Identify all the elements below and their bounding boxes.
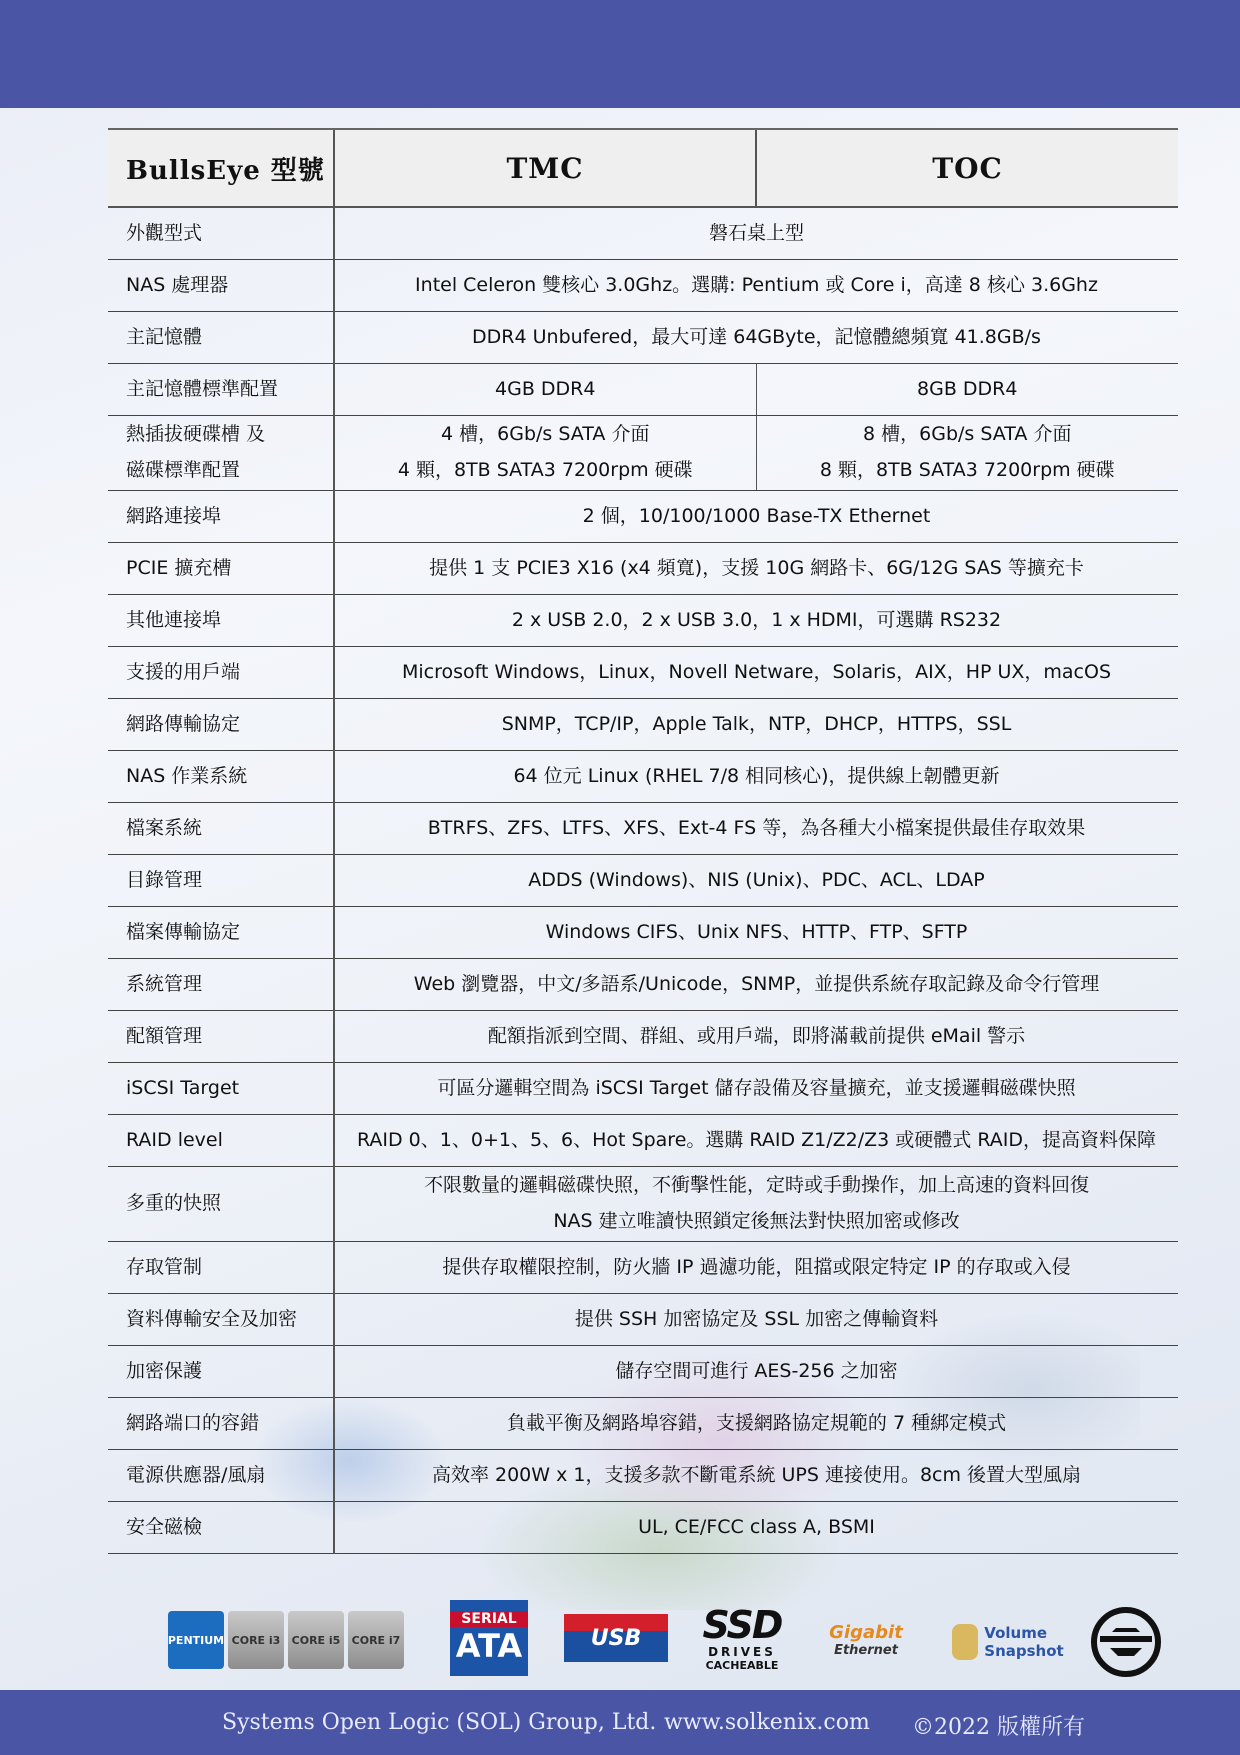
row-label: 系統管理 bbox=[108, 959, 334, 1011]
volume-snapshot-logo bbox=[948, 1618, 1068, 1666]
row-label: 主記憶體 bbox=[108, 312, 334, 364]
row-value: UL, CE/FCC class A, BSMI bbox=[334, 1502, 1178, 1554]
row-value: ADDS (Windows)、NIS (Unix)、PDC、ACL、LDAP bbox=[334, 855, 1178, 907]
row-label: PCIE 擴充槽 bbox=[108, 543, 334, 595]
serial-ata-main: ATA bbox=[455, 1627, 523, 1665]
row-label: NAS 作業系統 bbox=[108, 751, 334, 803]
row-label-line1: 熱插拔硬碟槽 及 bbox=[126, 423, 266, 446]
toc-value: 8GB DDR4 bbox=[756, 364, 1178, 416]
table-row bbox=[108, 1346, 1178, 1398]
row-label: 網路傳輸協定 bbox=[108, 699, 334, 751]
row-label: 主記憶體標準配置 bbox=[108, 364, 334, 416]
row-label: RAID level bbox=[108, 1115, 334, 1167]
table-row bbox=[108, 595, 1178, 647]
certification-emblem-icon bbox=[1090, 1606, 1162, 1678]
intel-processor-logos bbox=[166, 1610, 406, 1670]
table-row bbox=[108, 1502, 1178, 1554]
snapshot-line2: Snapshot bbox=[984, 1642, 1064, 1660]
gigabit-ethernet-logo bbox=[816, 1614, 916, 1666]
spec-table bbox=[108, 128, 1178, 1554]
snapshot-text bbox=[984, 1624, 1063, 1660]
table-row bbox=[108, 543, 1178, 595]
row-label-line2: 磁碟標準配置 bbox=[126, 459, 241, 481]
row-label: 支援的用戶端 bbox=[108, 647, 334, 699]
spec-header-row bbox=[108, 129, 1178, 207]
row-value: 儲存空間可進行 AES-256 之加密 bbox=[334, 1346, 1178, 1398]
row-label: 網路連接埠 bbox=[108, 491, 334, 543]
snapshot-line1: Volume bbox=[984, 1624, 1047, 1642]
row-value: 64 位元 Linux (RHEL 7/8 相同核心)，提供線上韌體更新 bbox=[334, 751, 1178, 803]
row-label: 檔案傳輸協定 bbox=[108, 907, 334, 959]
row-label: 加密保護 bbox=[108, 1346, 334, 1398]
logo-row bbox=[160, 1596, 1170, 1686]
row-value: 2 x USB 2.0，2 x USB 3.0，1 x HDMI，可選購 RS232 bbox=[334, 595, 1178, 647]
intel-core-i7-logo: CORE i7 bbox=[348, 1611, 404, 1669]
model-label: BullsEye 型號 bbox=[108, 129, 334, 207]
table-row bbox=[108, 1115, 1178, 1167]
row-label: 存取管制 bbox=[108, 1242, 334, 1294]
top-banner bbox=[0, 0, 1240, 108]
table-row bbox=[108, 907, 1178, 959]
table-row bbox=[108, 364, 1178, 416]
row-value: 配額指派到空間、群組、或用戶端，即將滿載前提供 eMail 警示 bbox=[334, 1011, 1178, 1063]
table-row bbox=[108, 1450, 1178, 1502]
table-row bbox=[108, 647, 1178, 699]
table-row bbox=[108, 855, 1178, 907]
footer-copyright: ©2022 版權所有 bbox=[912, 1715, 1085, 1740]
row-value: Intel Celeron 雙核心 3.0Ghz。選購: Pentium 或 Core i，高達 8 核心 3.6Ghz bbox=[334, 260, 1178, 312]
footer-url[interactable]: www.solkenix.com bbox=[664, 1710, 870, 1735]
footer-company: Systems Open Logic (SOL) Group, Ltd. bbox=[222, 1710, 657, 1735]
row-value: 負載平衡及網路埠容錯，支援網路協定規範的 7 種綁定模式 bbox=[334, 1398, 1178, 1450]
table-row bbox=[108, 260, 1178, 312]
table-row bbox=[108, 1011, 1178, 1063]
tmc-value-line1: 4 槽，6Gb/s SATA 介面 bbox=[441, 423, 650, 446]
table-row bbox=[108, 491, 1178, 543]
footer-banner bbox=[0, 1690, 1240, 1755]
table-row bbox=[108, 959, 1178, 1011]
table-row bbox=[108, 416, 1178, 491]
gige-sub: Ethernet bbox=[834, 1643, 898, 1658]
ssd-main: SSD bbox=[702, 1602, 782, 1647]
ssd-cacheable: CACHEABLE bbox=[705, 1658, 779, 1672]
database-icon bbox=[952, 1624, 978, 1660]
row-label: 其他連接埠 bbox=[108, 595, 334, 647]
toc-value-line2: 8 顆，8TB SATA3 7200rpm 硬碟 bbox=[819, 459, 1115, 481]
ssd-drives: DRIVES bbox=[708, 1644, 776, 1659]
row-label: 目錄管理 bbox=[108, 855, 334, 907]
row-label: 外觀型式 bbox=[108, 207, 334, 260]
row-value-line1: 不限數量的邏輯磁碟快照，不衝擊性能，定時或手動操作，加上高速的資料回復 bbox=[423, 1174, 1089, 1197]
tmc-value: 4GB DDR4 bbox=[334, 364, 756, 416]
serial-ata-top: SERIAL bbox=[450, 1611, 528, 1627]
row-value: 磐石桌上型 bbox=[334, 207, 1178, 260]
row-label: 安全磁檢 bbox=[108, 1502, 334, 1554]
row-value: SNMP，TCP/IP，Apple Talk，NTP，DHCP，HTTPS，SSL bbox=[334, 699, 1178, 751]
row-value: 提供 SSH 加密協定及 SSL 加密之傳輸資料 bbox=[334, 1294, 1178, 1346]
row-label: 多重的快照 bbox=[108, 1167, 334, 1242]
row-label: 網路端口的容錯 bbox=[108, 1398, 334, 1450]
table-row bbox=[108, 1294, 1178, 1346]
col-toc: TOC bbox=[756, 129, 1178, 207]
table-row bbox=[108, 1063, 1178, 1115]
row-value: DDR4 Unbufered，最大可達 64GByte，記憶體總頻寬 41.8GB/s bbox=[334, 312, 1178, 364]
row-label: 資料傳輸安全及加密 bbox=[108, 1294, 334, 1346]
row-label: iSCSI Target bbox=[108, 1063, 334, 1115]
row-value-line2: NAS 建立唯讀快照鎖定後無法對快照加密或修改 bbox=[553, 1210, 960, 1232]
intel-core-i3-logo: CORE i3 bbox=[228, 1611, 284, 1669]
row-value: Microsoft Windows，Linux，Novell Netware，Solaris，AIX，HP UX，macOS bbox=[334, 647, 1178, 699]
row-label: 配額管理 bbox=[108, 1011, 334, 1063]
row-label: 檔案系統 bbox=[108, 803, 334, 855]
row-value: 提供存取權限控制，防火牆 IP 過濾功能，阻擋或限定特定 IP 的存取或入侵 bbox=[334, 1242, 1178, 1294]
toc-value bbox=[756, 416, 1178, 491]
toc-value-line1: 8 槽，6Gb/s SATA 介面 bbox=[863, 423, 1072, 446]
table-row bbox=[108, 803, 1178, 855]
table-row bbox=[108, 699, 1178, 751]
table-row bbox=[108, 1242, 1178, 1294]
row-value: 高效率 200W x 1，支援多款不斷電系統 UPS 連接使用。8cm 後置大型風扇 bbox=[334, 1450, 1178, 1502]
gige-main: Gigabit bbox=[829, 1622, 903, 1643]
row-value: 提供 1 支 PCIE3 X16 (x4 頻寬)，支援 10G 網路卡、6G/12G SAS 等擴充卡 bbox=[334, 543, 1178, 595]
intel-pentium-logo: PENTIUM bbox=[168, 1611, 224, 1669]
row-value: Web 瀏覽器，中文/多語系/Unicode，SNMP，並提供系統存取記錄及命令行管理 bbox=[334, 959, 1178, 1011]
table-row bbox=[108, 312, 1178, 364]
row-value: BTRFS、ZFS、LTFS、XFS、Ext-4 FS 等，為各種大小檔案提供最佳存取效果 bbox=[334, 803, 1178, 855]
tmc-value-line2: 4 顆，8TB SATA3 7200rpm 硬碟 bbox=[397, 459, 693, 481]
tmc-value bbox=[334, 416, 756, 491]
table-row bbox=[108, 1398, 1178, 1450]
row-label: 電源供應器/風扇 bbox=[108, 1450, 334, 1502]
row-label: NAS 處理器 bbox=[108, 260, 334, 312]
serial-ata-logo bbox=[450, 1600, 528, 1676]
row-value: RAID 0、1、0+1、5、6、Hot Spare。選購 RAID Z1/Z2/Z3 或硬體式 RAID，提高資料保障 bbox=[334, 1115, 1178, 1167]
usb-logo: USB bbox=[564, 1614, 668, 1662]
intel-core-i5-logo: CORE i5 bbox=[288, 1611, 344, 1669]
table-row bbox=[108, 1167, 1178, 1242]
row-value: 可區分邏輯空間為 iSCSI Target 儲存設備及容量擴充，並支援邏輯磁碟快照 bbox=[334, 1063, 1178, 1115]
row-value: Windows CIFS、Unix NFS、HTTP、FTP、SFTP bbox=[334, 907, 1178, 959]
row-value: 2 個，10/100/1000 Base-TX Ethernet bbox=[334, 491, 1178, 543]
ssd-logo bbox=[694, 1602, 790, 1674]
table-row bbox=[108, 751, 1178, 803]
row-label bbox=[108, 416, 334, 491]
table-row bbox=[108, 207, 1178, 260]
row-value bbox=[334, 1167, 1178, 1242]
col-tmc: TMC bbox=[334, 129, 756, 207]
